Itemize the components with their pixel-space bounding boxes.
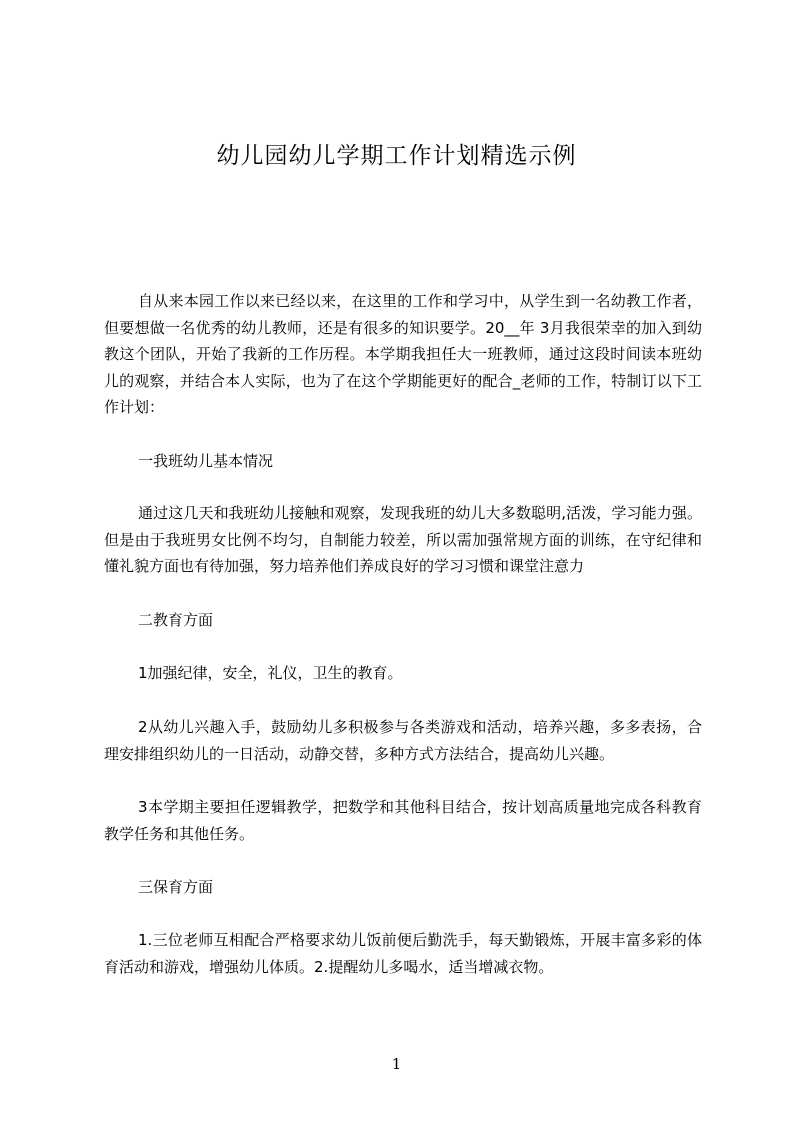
section-heading-class-situation: 一我班幼儿基本情况 xyxy=(138,452,274,470)
education-item-2: 2从幼儿兴趣入手，鼓励幼儿多积极参与各类游戏和活动，培养兴趣，多多表扬，合理安排组织幼儿的一日活动，动静交替，多种方式方法结合，提高幼儿兴趣。 xyxy=(104,718,702,763)
intro-paragraph: 自从来本园工作以来已经以来，在这里的工作和学习中，从学生到一名幼教工作者，但要想做一名优秀的幼儿教师，还是有很多的知识要学。20__年 3月我很荣幸的加入到幼教这个团队，开始了我新的工作历程。本学期我担任大一班教师，通过这段时间读本班幼儿的观察，并结合本人实际，也为了在这个学期能更好的配合_老师的工作，特制订以下工作计划： xyxy=(104,292,702,417)
class-situation-paragraph: 通过这几天和我班幼儿接触和观察，发现我班的幼儿大多数聪明,活泼，学习能力强。但是由于我班男女比例不均匀，自制能力较差，所以需加强常规方面的训练，在守纪律和懂礼貌方面也有待加强，努力培养他们养成良好的学习习惯和课堂注意力 xyxy=(104,504,702,576)
care-paragraph: 1.三位老师互相配合严格要求幼儿饭前便后勤洗手，每天勤锻炼，开展丰富多彩的体育活动和游戏，增强幼儿体质。2.提醒幼儿多喝水，适当增减衣物。 xyxy=(104,931,702,976)
section-heading-care: 三保育方面 xyxy=(138,878,214,896)
section-heading-education: 二教育方面 xyxy=(138,611,214,629)
page-title: 幼儿园幼儿学期工作计划精选示例 xyxy=(216,143,577,169)
education-item-3: 3本学期主要担任逻辑教学，把数学和其他科目结合，按计划高质量地完成各科教育教学任务和其他任务。 xyxy=(104,798,702,843)
education-item-1: 1加强纪律，安全，礼仪，卫生的教育。 xyxy=(138,664,403,682)
page-number: 1 xyxy=(391,1055,402,1073)
